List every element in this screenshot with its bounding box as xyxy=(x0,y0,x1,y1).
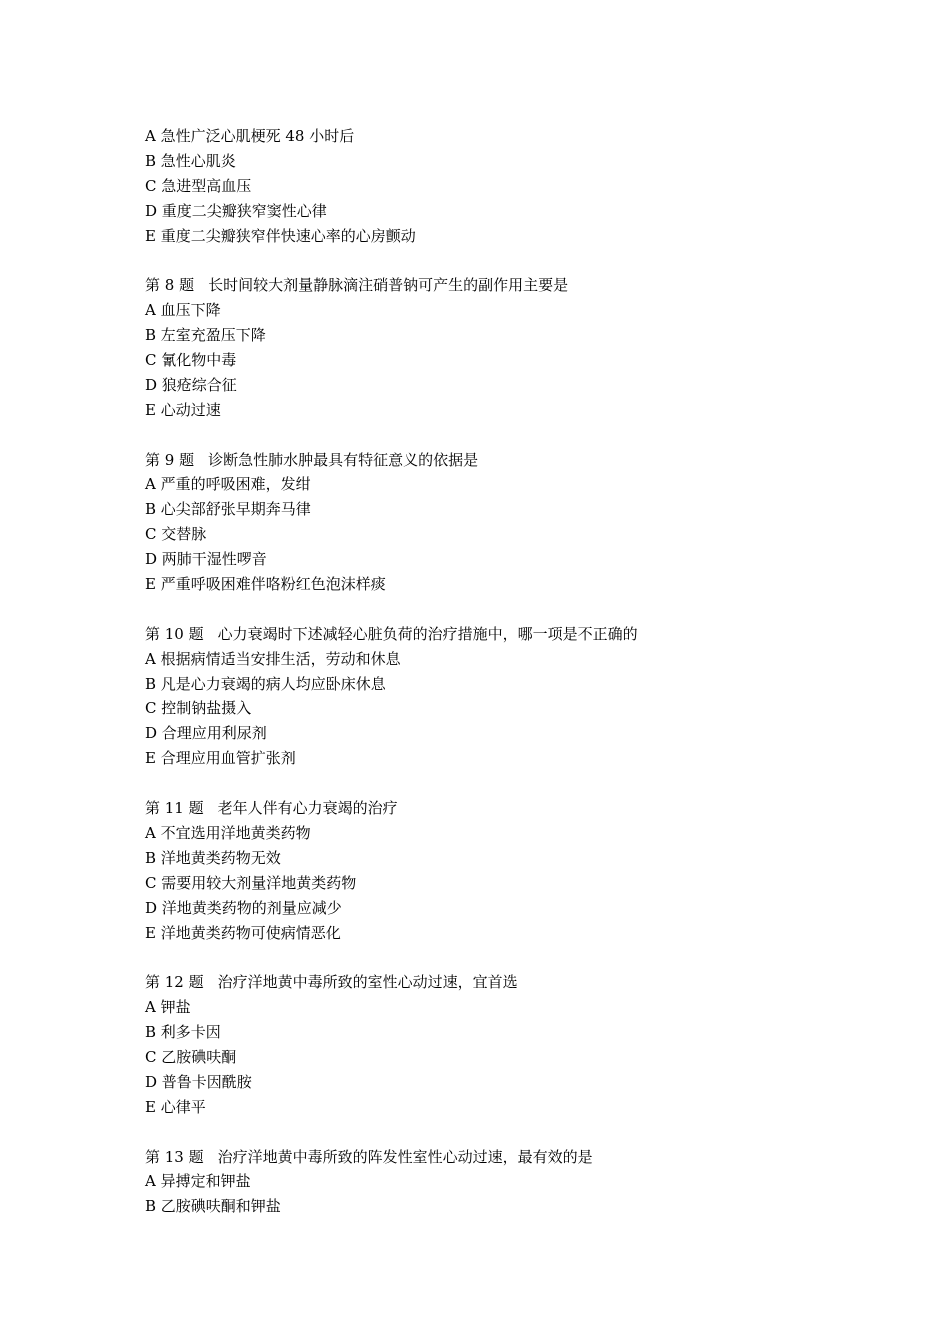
option-line: C 氰化物中毒 xyxy=(145,351,237,370)
option-line: A 不宜选用洋地黄类药物 xyxy=(145,823,311,842)
spacer xyxy=(145,423,845,448)
question-number: 第 10 题 xyxy=(145,624,204,643)
spacer xyxy=(145,771,845,796)
option-line: D 合理应用利尿剂 xyxy=(145,724,267,743)
question-block xyxy=(145,970,845,1119)
question-text: 心力衰竭时下述减轻心脏负荷的治疗措施中，哪一项是不正确的 xyxy=(217,624,638,643)
option-line: E 重度二尖瓣狭窄伴快速心率的心房颤动 xyxy=(145,226,416,245)
option-line: D 狼疮综合征 xyxy=(145,375,237,394)
option-line: A 异搏定和钾盐 xyxy=(145,1172,251,1191)
option-line: E 心动过速 xyxy=(145,400,221,419)
option-line: C 急进型高血压 xyxy=(145,176,252,195)
question-number: 第 9 题 xyxy=(145,450,195,469)
spacer xyxy=(145,597,845,622)
question-stem xyxy=(145,970,845,995)
option-line: E 心律平 xyxy=(145,1097,206,1116)
document-page xyxy=(145,124,845,1219)
option-line: B 乙胺碘呋酮和钾盐 xyxy=(145,1197,281,1216)
option-line: D 重度二尖瓣狭窄窦性心律 xyxy=(145,201,327,220)
option-line: E 严重呼吸困难伴咯粉红色泡沫样痰 xyxy=(145,575,386,594)
question-block xyxy=(145,622,845,771)
question-stem xyxy=(145,796,845,821)
option-line: C 乙胺碘呋酮 xyxy=(145,1047,237,1066)
option-line: E 洋地黄类药物可使病情恶化 xyxy=(145,923,341,942)
question-block xyxy=(145,448,845,597)
option-line: A 严重的呼吸困难，发绀 xyxy=(145,475,311,494)
option-line: E 合理应用血管扩张剂 xyxy=(145,749,296,768)
option-line: C 交替脉 xyxy=(145,525,207,544)
question-number: 第 11 题 xyxy=(145,799,204,818)
spacer xyxy=(145,945,845,970)
option-line: B 急性心肌炎 xyxy=(145,151,236,170)
question-stem xyxy=(145,273,845,298)
option-line: B 洋地黄类药物无效 xyxy=(145,848,281,867)
option-line: C 需要用较大剂量洋地黄类药物 xyxy=(145,873,357,892)
question-text: 治疗洋地黄中毒所致的室性心动过速，宜首选 xyxy=(217,973,518,992)
option-line: D 普鲁卡因酰胺 xyxy=(145,1072,252,1091)
question-stem xyxy=(145,448,845,473)
option-line: B 凡是心力衰竭的病人均应卧床休息 xyxy=(145,674,386,693)
question-block xyxy=(145,1145,845,1220)
option-line: C 控制钠盐摄入 xyxy=(145,699,252,718)
option-line: D 洋地黄类药物的剂量应减少 xyxy=(145,898,342,917)
spacer xyxy=(145,1120,845,1145)
option-line: A 血压下降 xyxy=(145,301,221,320)
option-line: B 心尖部舒张早期奔马律 xyxy=(145,500,311,519)
spacer xyxy=(145,248,845,273)
question-block xyxy=(145,796,845,945)
question-block xyxy=(145,273,845,422)
question-text: 治疗洋地黄中毒所致的阵发性室性心动过速，最有效的是 xyxy=(217,1147,593,1166)
question-text: 长时间较大剂量静脉滴注硝普钠可产生的副作用主要是 xyxy=(208,276,569,295)
question-stem xyxy=(145,622,845,647)
question-number: 第 8 题 xyxy=(145,276,195,295)
option-line: A 钾盐 xyxy=(145,998,191,1017)
question-text: 诊断急性肺水肿最具有特征意义的依据是 xyxy=(208,450,479,469)
option-line: A 急性广泛心肌梗死 48 小时后 xyxy=(145,127,355,145)
question-text: 老年人伴有心力衰竭的治疗 xyxy=(217,799,398,818)
option-line: B 利多卡因 xyxy=(145,1023,221,1042)
question-number: 第 12 题 xyxy=(145,973,204,992)
option-line: A 根据病情适当安排生活，劳动和休息 xyxy=(145,649,401,668)
option-line: D 两肺干湿性啰音 xyxy=(145,550,267,569)
option-line: B 左室充盈压下降 xyxy=(145,326,266,345)
lead-options xyxy=(145,124,845,248)
question-number: 第 13 题 xyxy=(145,1147,204,1166)
question-stem xyxy=(145,1145,845,1170)
